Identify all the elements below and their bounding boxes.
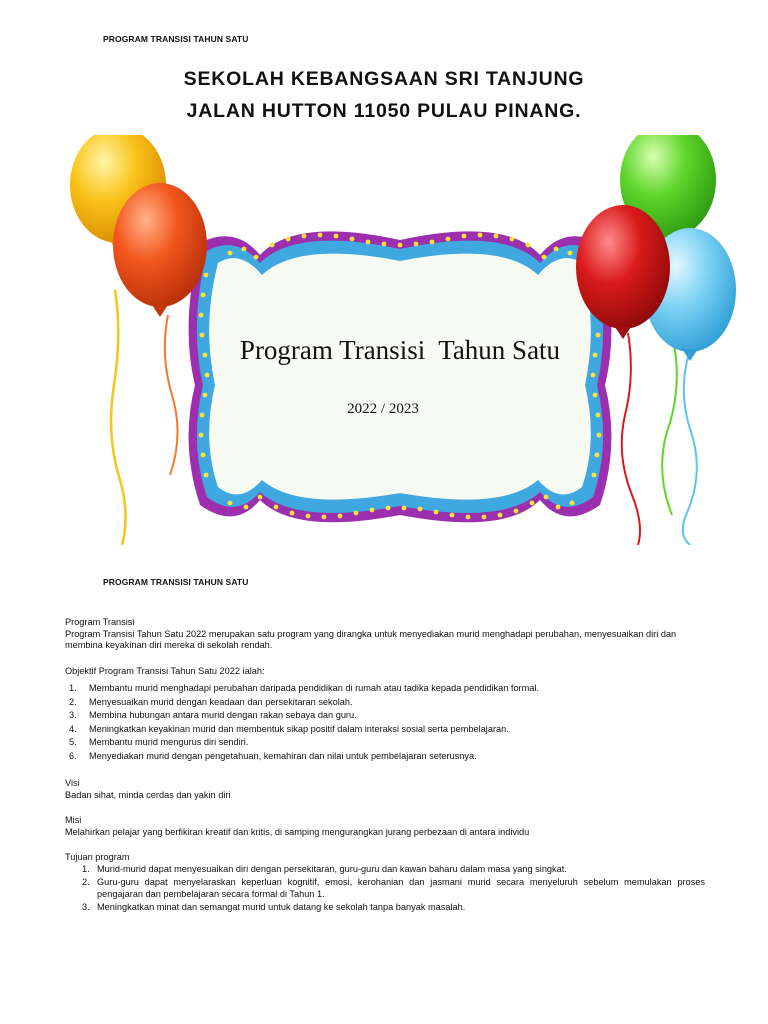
list-text: Membantu murid mengurus diri sendiri. bbox=[89, 737, 249, 747]
balloon-string bbox=[111, 290, 125, 545]
list-text: Murid-murid dapat menyesuaikan diri dengan persekitaran, guru-guru dan kawan baharu dalam masa yang singkat. bbox=[97, 863, 567, 874]
list-item bbox=[65, 877, 705, 900]
cover-title: Program Transisi Tahun Satu bbox=[239, 335, 561, 365]
visi-text: Badan sihat, minda cerdas dan yakin diri bbox=[65, 789, 231, 800]
frame-inner bbox=[209, 254, 591, 500]
list-number: 4. bbox=[69, 723, 77, 734]
list-text: Menyesuaikan murid dengan keadaan dan persekitaran sekolah. bbox=[89, 696, 353, 707]
visi-heading: Visi bbox=[65, 778, 80, 788]
list-text: Meningkatkan keyakinan murid dan membentuk sikap positif dalam interaksi sosial serta pembelajaran. bbox=[89, 723, 509, 734]
balloon-string bbox=[622, 333, 640, 545]
list-number: 1. bbox=[82, 863, 90, 874]
cover-year: 2022 / 2023 bbox=[347, 401, 419, 417]
school-name: SEKOLAH KEBANGSAAN SRI TANJUNG bbox=[183, 68, 585, 90]
list-item bbox=[65, 697, 705, 709]
cover-illustration bbox=[60, 135, 740, 545]
program-text: Program Transisi Tahun Satu 2022 merupakan satu program yang dirangka untuk menyediakan murid menghadapi perubahan, menyesuaikan diri dan membina keyakinan diri mereka di sekolah rendah. bbox=[65, 628, 677, 650]
list-item bbox=[65, 737, 705, 749]
list-item bbox=[65, 902, 705, 914]
running-header-page2: PROGRAM TRANSISI TAHUN SATU bbox=[103, 577, 249, 587]
running-header: PROGRAM TRANSISI TAHUN SATU bbox=[103, 34, 249, 44]
list-text: Meningkatkan minat dan semangat murid untuk datang ke sekolah tanpa banyak masalah. bbox=[97, 902, 466, 912]
list-number: 2. bbox=[69, 696, 77, 707]
objectives-heading: Objektif Program Transisi Tahun Satu 2022 ialah: bbox=[65, 665, 265, 676]
objectives-list bbox=[65, 683, 705, 762]
list-item bbox=[65, 710, 705, 722]
list-text: Membantu murid menghadapi perubahan daripada pendidikan di rumah atau tadika kepada pendidikan formal. bbox=[89, 683, 539, 693]
misi-text: Melahirkan pelajar yang berfikiran kreatif dan kritis, di samping mengurangkan jurang perbezaan di antara individu bbox=[65, 826, 530, 837]
list-text: Guru-guru dapat menyelaraskan keperluan kognitif, emosi, kerohanian dan jasmani murid secara menyeluruh sebelum memulakan proses pengajaran dan pembelajaran secara formal di Tahun 1. bbox=[97, 877, 705, 899]
list-number: 6. bbox=[69, 750, 77, 761]
list-item bbox=[65, 683, 705, 695]
list-number: 2. bbox=[82, 877, 90, 887]
list-item bbox=[65, 724, 705, 736]
misi-heading: Misi bbox=[65, 815, 82, 825]
program-heading: Program Transisi bbox=[65, 617, 135, 627]
balloon-string bbox=[165, 315, 178, 475]
list-item bbox=[65, 864, 705, 876]
list-number: 3. bbox=[69, 710, 77, 720]
balloon-string bbox=[683, 357, 697, 545]
list-text: Menyediakan murid dengan pengetahuan, kemahiran dan nilai untuk pembelajaran seterusnya. bbox=[89, 750, 477, 761]
list-number: 1. bbox=[69, 683, 77, 693]
list-number: 3. bbox=[82, 902, 90, 912]
school-address: JALAN HUTTON 11050 PULAU PINANG. bbox=[186, 100, 582, 122]
list-item bbox=[65, 751, 705, 763]
list-text: Membina hubungan antara murid dengan rakan sebaya dan guru. bbox=[89, 710, 357, 720]
list-number: 5. bbox=[69, 737, 77, 747]
document-body bbox=[65, 617, 705, 916]
tujuan-heading: Tujuan program bbox=[65, 852, 130, 862]
tujuan-list bbox=[65, 864, 705, 914]
